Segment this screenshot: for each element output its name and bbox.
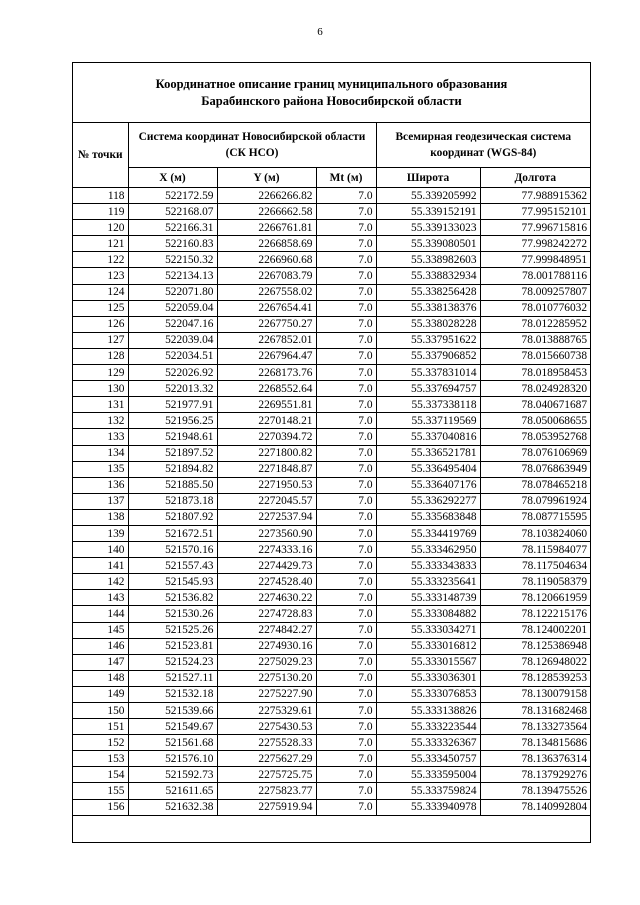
mt-cell: 7.0 bbox=[316, 348, 376, 364]
y-cell: 2275329.61 bbox=[217, 703, 316, 719]
longitude-cell: 77.988915362 bbox=[480, 188, 590, 204]
point-number-cell: 134 bbox=[73, 445, 128, 461]
y-cell: 2275725.75 bbox=[217, 767, 316, 783]
coordinates-table bbox=[73, 123, 590, 816]
table-row bbox=[73, 719, 590, 735]
latitude-cell: 55.338138376 bbox=[376, 300, 480, 316]
point-number-cell: 131 bbox=[73, 397, 128, 413]
mt-cell: 7.0 bbox=[316, 719, 376, 735]
y-cell: 2267964.47 bbox=[217, 348, 316, 364]
y-cell: 2274429.73 bbox=[217, 558, 316, 574]
mt-cell: 7.0 bbox=[316, 445, 376, 461]
header-longitude: Долгота bbox=[480, 168, 590, 188]
y-cell: 2266761.81 bbox=[217, 220, 316, 236]
header-point-number: № точки bbox=[73, 123, 128, 188]
longitude-cell: 78.012285952 bbox=[480, 316, 590, 332]
x-cell: 521523.81 bbox=[128, 638, 217, 654]
table-row bbox=[73, 300, 590, 316]
x-cell: 521948.61 bbox=[128, 429, 217, 445]
mt-cell: 7.0 bbox=[316, 735, 376, 751]
y-cell: 2275627.29 bbox=[217, 751, 316, 767]
y-cell: 2275823.77 bbox=[217, 783, 316, 799]
latitude-cell: 55.333016812 bbox=[376, 638, 480, 654]
latitude-cell: 55.338982603 bbox=[376, 252, 480, 268]
longitude-cell: 78.128539253 bbox=[480, 670, 590, 686]
latitude-cell: 55.333084882 bbox=[376, 606, 480, 622]
x-cell: 522168.07 bbox=[128, 204, 217, 220]
y-cell: 2271950.53 bbox=[217, 477, 316, 493]
latitude-cell: 55.339080501 bbox=[376, 236, 480, 252]
x-cell: 522150.32 bbox=[128, 252, 217, 268]
point-number-cell: 151 bbox=[73, 719, 128, 735]
latitude-cell: 55.333326367 bbox=[376, 735, 480, 751]
longitude-cell: 78.125386948 bbox=[480, 638, 590, 654]
table-row bbox=[73, 252, 590, 268]
x-cell: 521807.92 bbox=[128, 509, 217, 525]
table-row bbox=[73, 365, 590, 381]
table-row bbox=[73, 703, 590, 719]
mt-cell: 7.0 bbox=[316, 670, 376, 686]
point-number-cell: 153 bbox=[73, 751, 128, 767]
point-number-cell: 126 bbox=[73, 316, 128, 332]
point-number-cell: 133 bbox=[73, 429, 128, 445]
y-cell: 2274630.22 bbox=[217, 590, 316, 606]
y-cell: 2271800.82 bbox=[217, 445, 316, 461]
longitude-cell: 78.137929276 bbox=[480, 767, 590, 783]
latitude-cell: 55.339205992 bbox=[376, 188, 480, 204]
point-number-cell: 132 bbox=[73, 413, 128, 429]
latitude-cell: 55.338832934 bbox=[376, 268, 480, 284]
longitude-cell: 78.140992804 bbox=[480, 799, 590, 815]
longitude-cell: 78.103824060 bbox=[480, 525, 590, 541]
mt-cell: 7.0 bbox=[316, 525, 376, 541]
y-cell: 2268173.76 bbox=[217, 365, 316, 381]
point-number-cell: 123 bbox=[73, 268, 128, 284]
latitude-cell: 55.337951622 bbox=[376, 332, 480, 348]
latitude-cell: 55.333462950 bbox=[376, 542, 480, 558]
latitude-cell: 55.333034271 bbox=[376, 622, 480, 638]
mt-cell: 7.0 bbox=[316, 236, 376, 252]
point-number-cell: 138 bbox=[73, 509, 128, 525]
point-number-cell: 146 bbox=[73, 638, 128, 654]
x-cell: 522134.13 bbox=[128, 268, 217, 284]
longitude-cell: 77.998242272 bbox=[480, 236, 590, 252]
mt-cell: 7.0 bbox=[316, 316, 376, 332]
mt-cell: 7.0 bbox=[316, 509, 376, 525]
y-cell: 2269551.81 bbox=[217, 397, 316, 413]
x-cell: 522166.31 bbox=[128, 220, 217, 236]
mt-cell: 7.0 bbox=[316, 461, 376, 477]
table-row bbox=[73, 767, 590, 783]
x-cell: 522034.51 bbox=[128, 348, 217, 364]
point-number-cell: 154 bbox=[73, 767, 128, 783]
point-number-cell: 155 bbox=[73, 783, 128, 799]
y-cell: 2275528.33 bbox=[217, 735, 316, 751]
point-number-cell: 150 bbox=[73, 703, 128, 719]
x-cell: 521570.16 bbox=[128, 542, 217, 558]
y-cell: 2266960.68 bbox=[217, 252, 316, 268]
mt-cell: 7.0 bbox=[316, 606, 376, 622]
y-cell: 2267852.01 bbox=[217, 332, 316, 348]
point-number-cell: 152 bbox=[73, 735, 128, 751]
mt-cell: 7.0 bbox=[316, 767, 376, 783]
longitude-cell: 78.117504634 bbox=[480, 558, 590, 574]
table-row bbox=[73, 332, 590, 348]
longitude-cell: 78.120661959 bbox=[480, 590, 590, 606]
point-number-cell: 128 bbox=[73, 348, 128, 364]
latitude-cell: 55.333076853 bbox=[376, 686, 480, 702]
mt-cell: 7.0 bbox=[316, 477, 376, 493]
mt-cell: 7.0 bbox=[316, 493, 376, 509]
longitude-cell: 78.010776032 bbox=[480, 300, 590, 316]
x-cell: 521977.91 bbox=[128, 397, 217, 413]
header-y: Y (м) bbox=[217, 168, 316, 188]
header-x: X (м) bbox=[128, 168, 217, 188]
x-cell: 522059.04 bbox=[128, 300, 217, 316]
latitude-cell: 55.333450757 bbox=[376, 751, 480, 767]
y-cell: 2273560.90 bbox=[217, 525, 316, 541]
latitude-cell: 55.333235641 bbox=[376, 574, 480, 590]
x-cell: 521561.68 bbox=[128, 735, 217, 751]
x-cell: 522039.04 bbox=[128, 332, 217, 348]
longitude-cell: 78.131682468 bbox=[480, 703, 590, 719]
latitude-cell: 55.338028228 bbox=[376, 316, 480, 332]
mt-cell: 7.0 bbox=[316, 799, 376, 815]
latitude-cell: 55.338256428 bbox=[376, 284, 480, 300]
document-title bbox=[73, 63, 590, 123]
mt-cell: 7.0 bbox=[316, 783, 376, 799]
longitude-cell: 78.134815686 bbox=[480, 735, 590, 751]
table-row bbox=[73, 284, 590, 300]
latitude-cell: 55.336407176 bbox=[376, 477, 480, 493]
x-cell: 521524.23 bbox=[128, 654, 217, 670]
table-row bbox=[73, 493, 590, 509]
latitude-cell: 55.336292277 bbox=[376, 493, 480, 509]
latitude-cell: 55.333036301 bbox=[376, 670, 480, 686]
latitude-cell: 55.335683848 bbox=[376, 509, 480, 525]
y-cell: 2266858.69 bbox=[217, 236, 316, 252]
mt-cell: 7.0 bbox=[316, 397, 376, 413]
table-row bbox=[73, 445, 590, 461]
longitude-cell: 78.013888765 bbox=[480, 332, 590, 348]
point-number-cell: 141 bbox=[73, 558, 128, 574]
latitude-cell: 55.333940978 bbox=[376, 799, 480, 815]
longitude-cell: 78.124002201 bbox=[480, 622, 590, 638]
latitude-cell: 55.333148739 bbox=[376, 590, 480, 606]
point-number-cell: 124 bbox=[73, 284, 128, 300]
table-row bbox=[73, 670, 590, 686]
latitude-cell: 55.339133023 bbox=[376, 220, 480, 236]
page-number: 6 bbox=[317, 26, 323, 38]
longitude-cell: 78.122215176 bbox=[480, 606, 590, 622]
y-cell: 2275130.20 bbox=[217, 670, 316, 686]
x-cell: 522071.80 bbox=[128, 284, 217, 300]
longitude-cell: 78.040671687 bbox=[480, 397, 590, 413]
point-number-cell: 144 bbox=[73, 606, 128, 622]
point-number-cell: 122 bbox=[73, 252, 128, 268]
mt-cell: 7.0 bbox=[316, 188, 376, 204]
point-number-cell: 149 bbox=[73, 686, 128, 702]
x-cell: 521530.26 bbox=[128, 606, 217, 622]
point-number-cell: 130 bbox=[73, 381, 128, 397]
point-number-cell: 129 bbox=[73, 365, 128, 381]
mt-cell: 7.0 bbox=[316, 284, 376, 300]
mt-cell: 7.0 bbox=[316, 638, 376, 654]
longitude-cell: 78.136376314 bbox=[480, 751, 590, 767]
point-number-cell: 118 bbox=[73, 188, 128, 204]
table-row bbox=[73, 654, 590, 670]
point-number-cell: 148 bbox=[73, 670, 128, 686]
y-cell: 2272537.94 bbox=[217, 509, 316, 525]
latitude-cell: 55.333759824 bbox=[376, 783, 480, 799]
table-row bbox=[73, 509, 590, 525]
mt-cell: 7.0 bbox=[316, 686, 376, 702]
point-number-cell: 137 bbox=[73, 493, 128, 509]
x-cell: 521894.82 bbox=[128, 461, 217, 477]
latitude-cell: 55.337831014 bbox=[376, 365, 480, 381]
mt-cell: 7.0 bbox=[316, 703, 376, 719]
latitude-cell: 55.333595004 bbox=[376, 767, 480, 783]
x-cell: 521873.18 bbox=[128, 493, 217, 509]
latitude-cell: 55.333138826 bbox=[376, 703, 480, 719]
x-cell: 521632.38 bbox=[128, 799, 217, 815]
x-cell: 521592.73 bbox=[128, 767, 217, 783]
latitude-cell: 55.333223544 bbox=[376, 719, 480, 735]
y-cell: 2275430.53 bbox=[217, 719, 316, 735]
x-cell: 521527.11 bbox=[128, 670, 217, 686]
y-cell: 2271848.87 bbox=[217, 461, 316, 477]
x-cell: 521532.18 bbox=[128, 686, 217, 702]
point-number-cell: 119 bbox=[73, 204, 128, 220]
mt-cell: 7.0 bbox=[316, 429, 376, 445]
y-cell: 2270394.72 bbox=[217, 429, 316, 445]
table-row bbox=[73, 477, 590, 493]
x-cell: 521536.82 bbox=[128, 590, 217, 606]
table-row bbox=[73, 590, 590, 606]
mt-cell: 7.0 bbox=[316, 381, 376, 397]
coordinates-document bbox=[72, 62, 591, 843]
longitude-cell: 77.999848951 bbox=[480, 252, 590, 268]
mt-cell: 7.0 bbox=[316, 268, 376, 284]
latitude-cell: 55.337338118 bbox=[376, 397, 480, 413]
mt-cell: 7.0 bbox=[316, 413, 376, 429]
table-row bbox=[73, 542, 590, 558]
point-number-cell: 142 bbox=[73, 574, 128, 590]
x-cell: 522172.59 bbox=[128, 188, 217, 204]
x-cell: 522047.16 bbox=[128, 316, 217, 332]
table-row bbox=[73, 429, 590, 445]
longitude-cell: 78.133273564 bbox=[480, 719, 590, 735]
longitude-cell: 78.139475526 bbox=[480, 783, 590, 799]
mt-cell: 7.0 bbox=[316, 365, 376, 381]
mt-cell: 7.0 bbox=[316, 220, 376, 236]
mt-cell: 7.0 bbox=[316, 542, 376, 558]
y-cell: 2274842.27 bbox=[217, 622, 316, 638]
point-number-cell: 147 bbox=[73, 654, 128, 670]
mt-cell: 7.0 bbox=[316, 574, 376, 590]
mt-cell: 7.0 bbox=[316, 558, 376, 574]
table-row bbox=[73, 204, 590, 220]
x-cell: 521549.67 bbox=[128, 719, 217, 735]
y-cell: 2275919.94 bbox=[217, 799, 316, 815]
y-cell: 2274728.83 bbox=[217, 606, 316, 622]
x-cell: 522013.32 bbox=[128, 381, 217, 397]
latitude-cell: 55.334419769 bbox=[376, 525, 480, 541]
longitude-cell: 78.126948022 bbox=[480, 654, 590, 670]
longitude-cell: 78.130079158 bbox=[480, 686, 590, 702]
y-cell: 2266266.82 bbox=[217, 188, 316, 204]
table-row bbox=[73, 799, 590, 815]
longitude-cell: 78.115984077 bbox=[480, 542, 590, 558]
mt-cell: 7.0 bbox=[316, 332, 376, 348]
y-cell: 2267558.02 bbox=[217, 284, 316, 300]
x-cell: 521672.51 bbox=[128, 525, 217, 541]
x-cell: 521576.10 bbox=[128, 751, 217, 767]
x-cell: 522026.92 bbox=[128, 365, 217, 381]
table-row bbox=[73, 735, 590, 751]
mt-cell: 7.0 bbox=[316, 654, 376, 670]
longitude-cell: 78.009257807 bbox=[480, 284, 590, 300]
x-cell: 521885.50 bbox=[128, 477, 217, 493]
y-cell: 2272045.57 bbox=[217, 493, 316, 509]
table-row bbox=[73, 461, 590, 477]
longitude-cell: 78.078465218 bbox=[480, 477, 590, 493]
table-row bbox=[73, 606, 590, 622]
point-number-cell: 140 bbox=[73, 542, 128, 558]
header-nso-system: Система координат Новосибирской области (СК НСО) bbox=[128, 123, 376, 168]
point-number-cell: 143 bbox=[73, 590, 128, 606]
latitude-cell: 55.337119569 bbox=[376, 413, 480, 429]
point-number-cell: 136 bbox=[73, 477, 128, 493]
longitude-cell: 77.995152101 bbox=[480, 204, 590, 220]
latitude-cell: 55.339152191 bbox=[376, 204, 480, 220]
table-row bbox=[73, 397, 590, 413]
table-row bbox=[73, 188, 590, 204]
y-cell: 2268552.64 bbox=[217, 381, 316, 397]
y-cell: 2267750.27 bbox=[217, 316, 316, 332]
longitude-cell: 78.018958453 bbox=[480, 365, 590, 381]
x-cell: 521956.25 bbox=[128, 413, 217, 429]
table-row bbox=[73, 236, 590, 252]
table-row bbox=[73, 751, 590, 767]
point-number-cell: 135 bbox=[73, 461, 128, 477]
mt-cell: 7.0 bbox=[316, 252, 376, 268]
y-cell: 2275227.90 bbox=[217, 686, 316, 702]
table-row bbox=[73, 783, 590, 799]
latitude-cell: 55.337906852 bbox=[376, 348, 480, 364]
document-title-line-1: Координатное описание границ муниципального образования bbox=[155, 76, 508, 91]
mt-cell: 7.0 bbox=[316, 590, 376, 606]
point-number-cell: 145 bbox=[73, 622, 128, 638]
point-number-cell: 156 bbox=[73, 799, 128, 815]
y-cell: 2275029.23 bbox=[217, 654, 316, 670]
table-row bbox=[73, 558, 590, 574]
x-cell: 521557.43 bbox=[128, 558, 217, 574]
longitude-cell: 77.996715816 bbox=[480, 220, 590, 236]
longitude-cell: 78.119058379 bbox=[480, 574, 590, 590]
latitude-cell: 55.337694757 bbox=[376, 381, 480, 397]
table-row bbox=[73, 413, 590, 429]
mt-cell: 7.0 bbox=[316, 622, 376, 638]
table-row bbox=[73, 622, 590, 638]
x-cell: 521611.65 bbox=[128, 783, 217, 799]
longitude-cell: 78.024928320 bbox=[480, 381, 590, 397]
table-row bbox=[73, 381, 590, 397]
table-row bbox=[73, 525, 590, 541]
table-row bbox=[73, 220, 590, 236]
longitude-cell: 78.079961924 bbox=[480, 493, 590, 509]
mt-cell: 7.0 bbox=[316, 204, 376, 220]
table-row bbox=[73, 686, 590, 702]
latitude-cell: 55.333343833 bbox=[376, 558, 480, 574]
point-number-cell: 125 bbox=[73, 300, 128, 316]
table-row bbox=[73, 268, 590, 284]
y-cell: 2274930.16 bbox=[217, 638, 316, 654]
point-number-cell: 139 bbox=[73, 525, 128, 541]
longitude-cell: 78.087715595 bbox=[480, 509, 590, 525]
x-cell: 521539.66 bbox=[128, 703, 217, 719]
y-cell: 2266662.58 bbox=[217, 204, 316, 220]
header-latitude: Широта bbox=[376, 168, 480, 188]
longitude-cell: 78.050068655 bbox=[480, 413, 590, 429]
point-number-cell: 120 bbox=[73, 220, 128, 236]
point-number-cell: 121 bbox=[73, 236, 128, 252]
longitude-cell: 78.076106969 bbox=[480, 445, 590, 461]
header-mt: Mt (м) bbox=[316, 168, 376, 188]
coordinates-table-body bbox=[73, 188, 590, 816]
longitude-cell: 78.053952768 bbox=[480, 429, 590, 445]
longitude-cell: 78.001788116 bbox=[480, 268, 590, 284]
latitude-cell: 55.333015567 bbox=[376, 654, 480, 670]
mt-cell: 7.0 bbox=[316, 300, 376, 316]
x-cell: 522160.83 bbox=[128, 236, 217, 252]
mt-cell: 7.0 bbox=[316, 751, 376, 767]
longitude-cell: 78.076863949 bbox=[480, 461, 590, 477]
latitude-cell: 55.336495404 bbox=[376, 461, 480, 477]
point-number-cell: 127 bbox=[73, 332, 128, 348]
y-cell: 2270148.21 bbox=[217, 413, 316, 429]
latitude-cell: 55.337040816 bbox=[376, 429, 480, 445]
table-row bbox=[73, 348, 590, 364]
longitude-cell: 78.015660738 bbox=[480, 348, 590, 364]
x-cell: 521545.93 bbox=[128, 574, 217, 590]
x-cell: 521897.52 bbox=[128, 445, 217, 461]
x-cell: 521525.26 bbox=[128, 622, 217, 638]
y-cell: 2274528.40 bbox=[217, 574, 316, 590]
y-cell: 2267083.79 bbox=[217, 268, 316, 284]
y-cell: 2267654.41 bbox=[217, 300, 316, 316]
latitude-cell: 55.336521781 bbox=[376, 445, 480, 461]
document-title-line-2: Барабинского района Новосибирской области bbox=[201, 93, 462, 108]
table-row bbox=[73, 316, 590, 332]
header-wgs-system: Всемирная геодезическая система координат (WGS-84) bbox=[376, 123, 590, 168]
y-cell: 2274333.16 bbox=[217, 542, 316, 558]
table-row bbox=[73, 638, 590, 654]
table-row bbox=[73, 574, 590, 590]
